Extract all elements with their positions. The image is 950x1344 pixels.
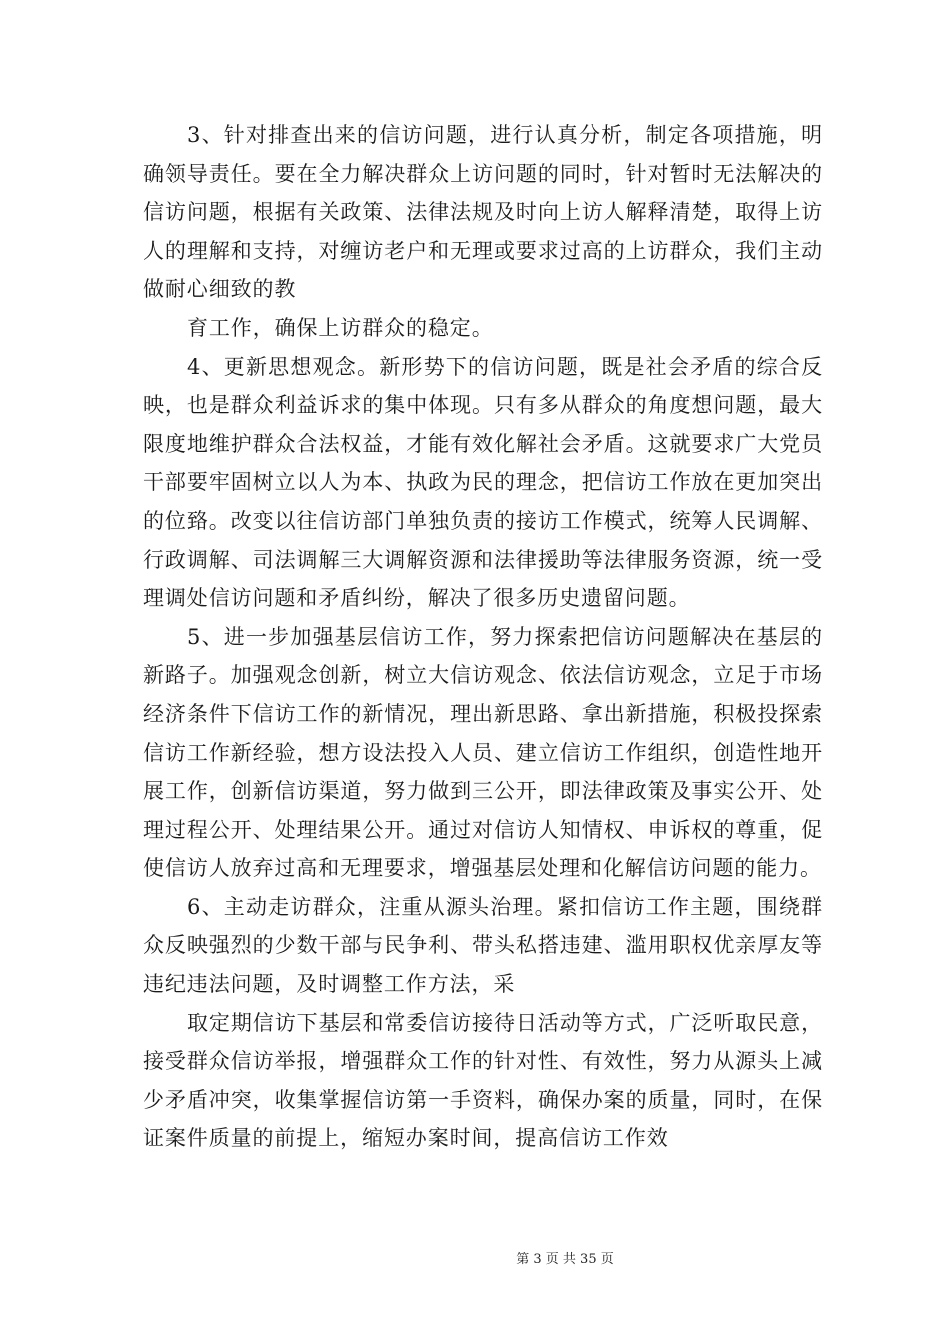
document-body <box>143 116 823 1158</box>
paragraph-item-3-continued: 育工作，确保上访群众的稳定。 <box>187 315 494 340</box>
paragraph-item-6: 6、主动走访群众，注重从源头治理。紧扣信访工作主题，围绕群众反映强烈的少数干部与民争利、带头私搭违建、滥用职权优亲厚友等违纪违法问题，及时调整工作方法，采 <box>143 894 823 997</box>
paragraph-item-5: 5、进一步加强基层信访工作，努力探索把信访问题解决在基层的新路子。加强观念创新，树立大信访观念、依法信访观念，立足于市场经济条件下信访工作的新情况，理出新思路、拿出新措施，积极投探索信访工作新经验，想方设法投入人员、建立信访工作组织，创造性地开展工作，创新信访渠道，努力做到三公开，即法律政策及事实公开、处理过程公开、处理结果公开。通过对信访人知情权、申诉权的尊重，促使信访人放弃过高和无理要求，增强基层处理和化解信访问题的能力。 <box>143 624 823 881</box>
paragraph-item-3: 3、针对排查出来的信访问题，进行认真分析，制定各项措施，明确领导责任。要在全力解决群众上访问题的同时，针对暂时无法解决的信访问题，根据有关政策、法律法规及时向上访人解释清楚，取得上访人的理解和支持，对缠访老户和无理或要求过高的上访群众，我们主动做耐心细致的教 <box>143 123 823 302</box>
paragraph-item-6-continued: 取定期信访下基层和常委信访接待日活动等方式，广泛听取民意，接受群众信访举报，增强群众工作的针对性、有效性，努力从源头上减少矛盾冲突，收集掌握信访第一手资料，确保办案的质量，同时，在保证案件质量的前提上，缩短办案时间，提高信访工作效 <box>143 1010 823 1151</box>
paragraph-item-4: 4、更新思想观念。新形势下的信访问题，既是社会矛盾的综合反映，也是群众利益诉求的集中体现。只有多从群众的角度想问题，最大限度地维护群众合法权益，才能有效化解社会矛盾。这就要求广大党员干部要牢固树立以人为本、执政为民的理念，把信访工作放在更加突出的位臵。改变以往信访部门单独负责的接访工作模式，统筹人民调解、行政调解、司法调解三大调解资源和法律援助等法律服务资源，统一受理调处信访问题和矛盾纠纷，解决了很多历史遗留问题。 <box>143 354 823 611</box>
page-number-footer: 第 3 页 共 35 页 <box>516 1252 614 1267</box>
